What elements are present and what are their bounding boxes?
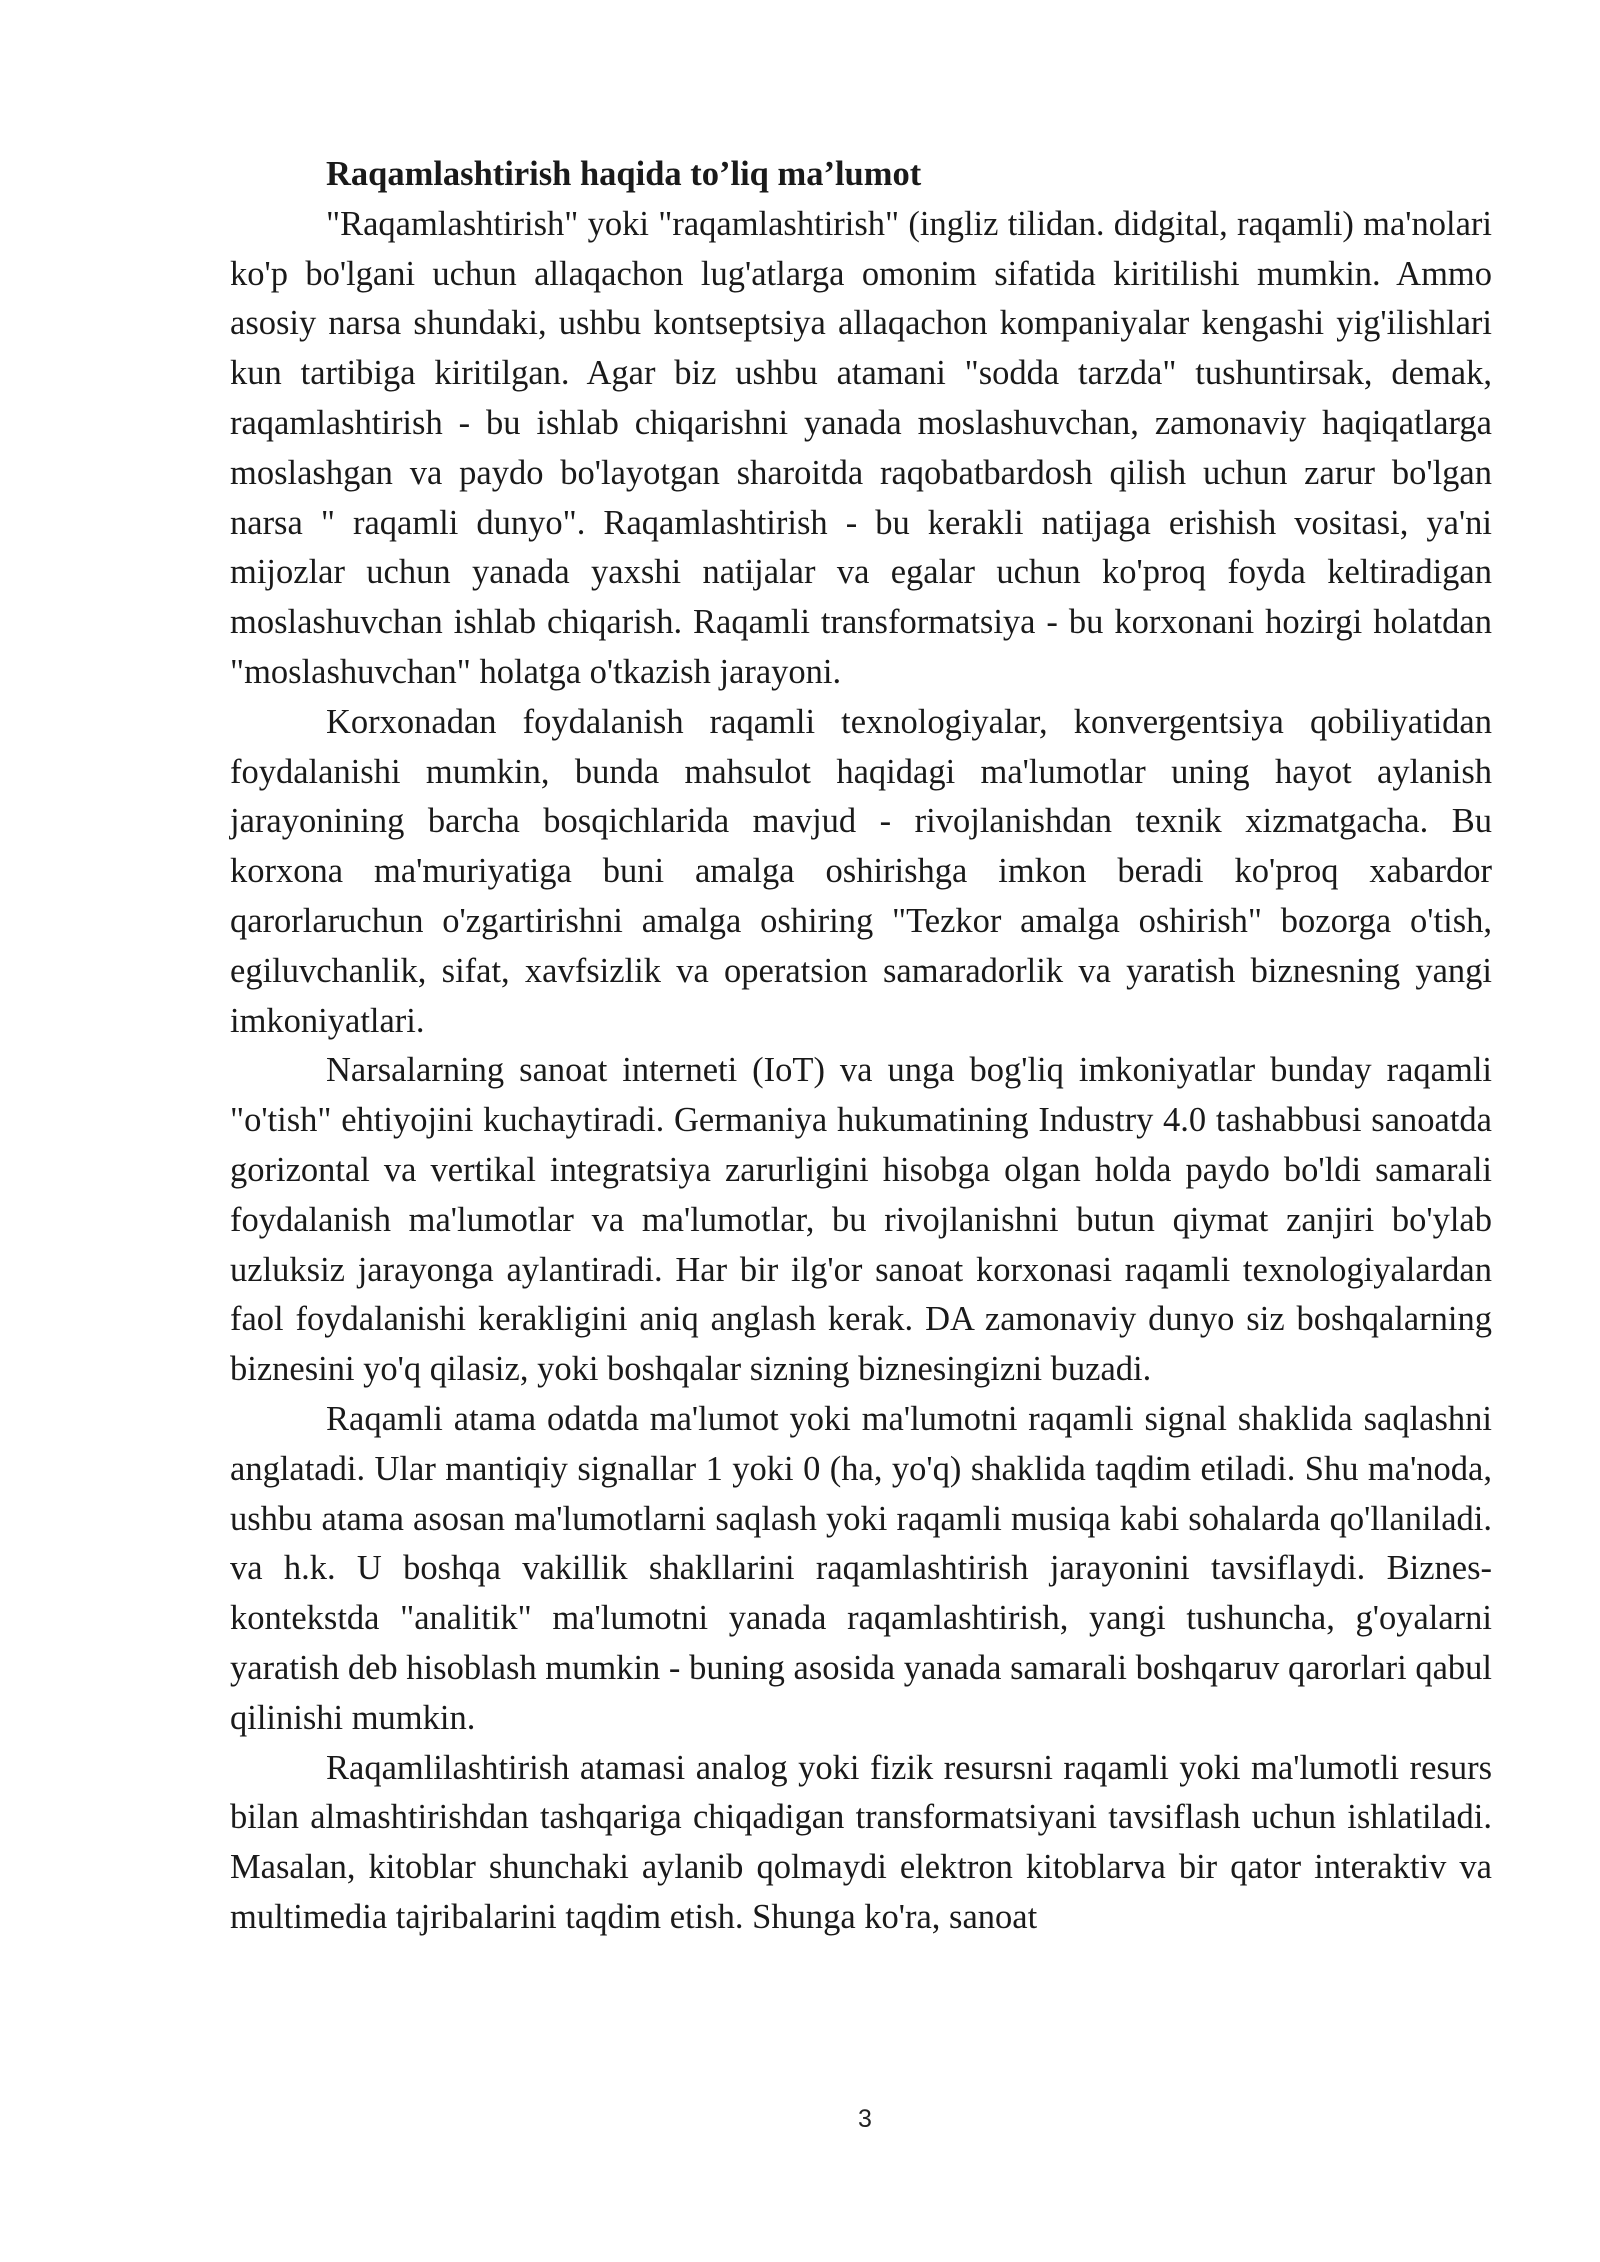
paragraph-1: "Raqamlashtirish" yoki "raqamlashtirish" (ingliz tilidan. didgital, raqamli) ma'nolari ko'p bo'lgani uchun allaqachon lug'atlarga omonim sifatida kiritilishi mumkin. Ammo asosiy narsa shundaki, ushbu kontseptsiya allaqachon kompaniyalar kengashi yig'ilishlari kun tartibiga kiritilgan. Agar biz ushbu atamani "sodda tarzda" tushuntirsak, demak, raqamlashtirish - bu ishlab chiqarishni yanada moslashuvchan, zamonaviy haqiqatlarga moslashgan va paydo bo'layotgan sharoitda raqobatbardosh qilish uchun zarur bo'lgan narsa " raqamli dunyo". Raqamlashtirish - bu kerakli natijaga erishish vositasi, ya'ni mijozlar uchun yanada yaxshi natijalar va egalar uchun ko'proq foyda keltiradigan moslashuvchan ishlab chiqarish. Raqamli transformatsiya - bu korxonani hozirgi holatdan "moslashuvchan" holatga o'tkazish jarayoni.	[230, 204, 1492, 691]
document-title: Raqamlashtirish haqida to’liq ma’lumot	[326, 155, 922, 193]
paragraph-5: Raqamlilashtirish atamasi analog yoki fizik resursni raqamli yoki ma'lumotli resurs bilan almashtirishdan tashqariga chiqadigan transformatsiyani tavsiflash uchun ishlatiladi. Masalan, kitoblar shunchaki aylanib qolmaydi elektron kitoblarva bir qator interaktiv va multimedia tajribalarini taqdim etish. Shunga ko'ra, sanoat	[230, 1748, 1492, 1936]
paragraph-3: Narsalarning sanoat interneti (IoT) va unga bog'liq imkoniyatlar bunday raqamli "o'tish" ehtiyojini kuchaytiradi. Germaniya hukumatining Industry 4.0 tashabbusi sanoatda gorizontal va vertikal integratsiya zarurligini hisobga olgan holda paydo bo'ldi samarali foydalanish ma'lumotlar va ma'lumotlar, bu rivojlanishni butun qiymat zanjiri bo'ylab uzluksiz jarayonga aylantiradi. Har bir ilg'or sanoat korxonasi raqamli texnologiyalardan faol foydalanishi kerakligini aniq anglash kerak. DA zamonaviy dunyo siz boshqalarning biznesini yo'q qilasiz, yoki boshqalar sizning biznesingizni buzadi.	[230, 1051, 1492, 1389]
document-page	[230, 150, 1492, 1943]
paragraph-4: Raqamli atama odatda ma'lumot yoki ma'lumotni raqamli signal shaklida saqlashni anglatadi. Ular mantiqiy signallar 1 yoki 0 (ha, yo'q) shaklida taqdim etiladi. Shu ma'noda, ushbu atama asosan ma'lumotlarni saqlash yoki raqamli musiqa kabi sohalarda qo'llaniladi. va h.k. U boshqa vakillik shakllarini raqamlashtirish jarayonini tavsiflaydi. Biznes-kontekstda "analitik" ma'lumotni yanada raqamlashtirish, yangi tushuncha, g'oyalarni yaratish deb hisoblash mumkin - buning asosida yanada samarali boshqaruv qarorlari qabul qilinishi mumkin.	[230, 1399, 1492, 1737]
page-number: 3	[858, 2105, 872, 2133]
paragraph-2: Korxonadan foydalanish raqamli texnologiyalar, konvergentsiya qobiliyatidan foydalanishi mumkin, bunda mahsulot haqidagi ma'lumotlar uning hayot aylanish jarayonining barcha bosqichlarida mavjud - rivojlanishdan texnik xizmatgacha. Bu korxona ma'muriyatiga buni amalga oshirishga imkon beradi ko'proq xabardor qarorlaruchun o'zgartirishni amalga oshiring "Tezkor amalga oshirish" bozorga o'tish, egiluvchanlik, sifat, xavfsizlik va operatsion samaradorlik va yaratish biznesning yangi imkoniyatlari.	[230, 702, 1492, 1040]
